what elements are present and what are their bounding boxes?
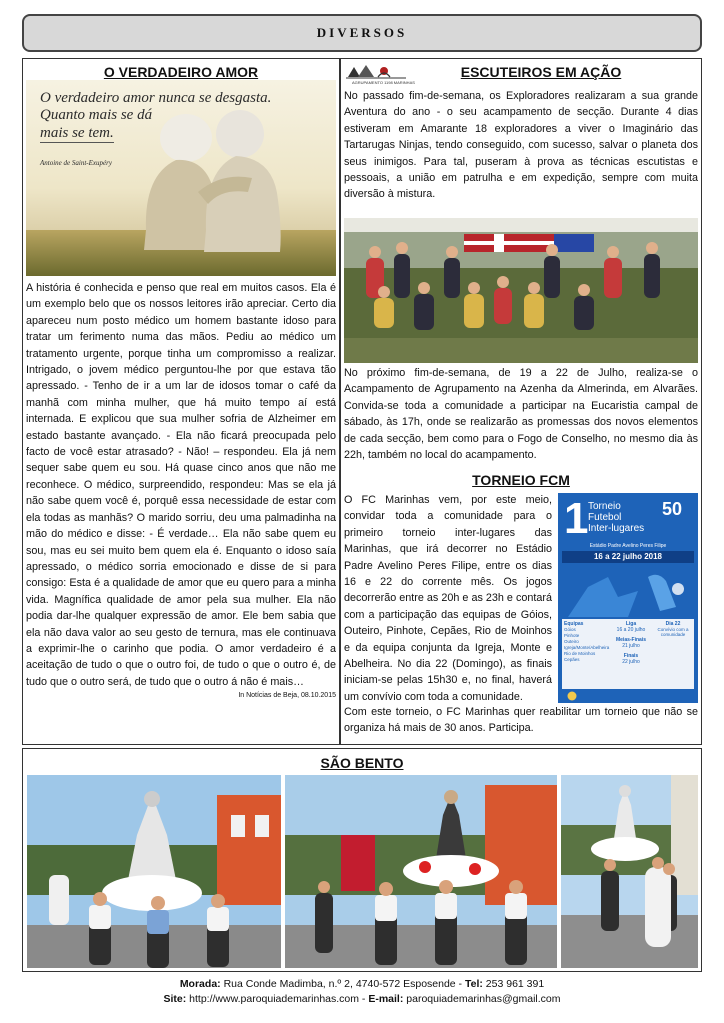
- site-label: Site:: [163, 993, 187, 1005]
- tel-label: Tel:: [464, 978, 483, 990]
- poster-meias-date: 21 julho: [622, 643, 640, 649]
- poster-stadium: Estádio Padre Avelino Peres Filipe: [589, 543, 667, 549]
- email-label: E-mail:: [368, 993, 404, 1005]
- procession-image-3: [561, 775, 698, 968]
- quote-line-1: O verdadeiro amor nunca se desgasta.: [40, 90, 272, 106]
- site-link[interactable]: http://www.paroquiademarinhas.com -: [186, 993, 369, 1005]
- footer-address: [0, 978, 724, 990]
- torneio-text-2: [344, 704, 698, 737]
- scouts-group-photo: [344, 218, 698, 363]
- poster-day22-head: Dia 22: [665, 621, 681, 627]
- poster-title-line-3: Inter-lugares: [588, 523, 645, 534]
- email-link[interactable]: paroquiademarinhas@gmail.com: [403, 993, 561, 1005]
- scouts-group-image: [344, 218, 698, 363]
- poster-teams-list: Góios Pinhote Outeiro Igreja/Monte/Abelheira Rio de Moinhos Cepães: [564, 627, 610, 662]
- poster-day22-column: [654, 621, 692, 637]
- scouts-section: [344, 62, 698, 203]
- sao-bento-title: SÃO BENTO: [320, 755, 404, 771]
- address-label: Morada:: [179, 978, 221, 990]
- love-article-credit: In Notícias de Beja, 08.10.2015: [238, 692, 336, 700]
- procession-image-2: [285, 775, 557, 968]
- torneio-section: [344, 472, 698, 488]
- section-title: DIVERSOS: [316, 25, 408, 40]
- torneio-paragraph-1: O FC Marinhas vem, por este meio, convidar toda a comunidade para o primeiro torneio inter-lugares das Marinhas, que irá decorrer no Estádio Padre Avelino Peres Filipe, entre os dias 16 e 22 do corrente mês. Os jogos decorrerão entre as 20h e as 23h e contará com a participação das equipas de Góios, Outeiro, Pinhote, Cepães, Rio de Moinhos e da equipa conjunta da Igreja, Monte e Abelheira. No dia 22 (Domingo), as finais iniciam-se pelas 15h30 e, no final, haverá um convívio com toda a comunidade.: [344, 494, 552, 703]
- sao-bento-section: [22, 755, 702, 771]
- poster-dates: 16 a 22 julho 2018: [562, 551, 694, 563]
- love-article-text: A história é conhecida e penso que real em muitos casos. Ela é um exemplo belo que os nossos leitores irão apreciar. Certo dia apareceu num posto médico um homem bastante idoso para tratar um ferimento numa das mãos. Pediu ao médico um tratamento urgente, porque tinha um compromisso a realizar. Intrigado, o jovem médico perguntou-lhe por que estava tão apressado. - Tenho de ir a um lar de idosos tomar o café da manhã com minha mulher, que há muito tempo aí está internada. E explicou que sua mulher sofria de Alzheimer em estado bastante avançado. - Ela não ficará preocupada pelo facto de você estar atrasado? - Não! – respondeu. Ela já nem sequer sabe quem eu sou. Há quase cinco anos que não me reconhece. O médico, surpreendido, respondeu: Mas se ela já não sabe quem você é, porquê essa necessidade de estar com ela todas as manhãs? O marido sorriu, deu uma palmadinha na mão do médico e disse: - É verdade… Ela não sabe quem eu sou, mas eu sei muito bem quem ela é. Enquanto o idoso saía apressado, o médico sorria emocionado e disse de si para consigo: Esta é a qualidade de amor que eu quero para a minha vida. Magnífica qualidade de amor pela sua mulher. Ela não podia dar-lhe qualquer expressão de amor. Ele bem sabia que ela não dava valor ao seu gesto de ternura, mas ele continuava a exprimir-lhe o carinho que podia. O amor verdadeiro é a aceitação de tudo o que o outro foi, de tudo o que o outro é, de tudo que o outro será, de tudo que o outro á não é mais…: [26, 282, 336, 688]
- procession-photo-3: [561, 775, 698, 968]
- poster-title: [588, 501, 644, 534]
- section-header: [22, 14, 702, 52]
- procession-image-1: [27, 775, 281, 968]
- column-divider: [339, 58, 341, 745]
- poster-teams-head: Equipas: [564, 621, 584, 627]
- scouts-section-2: [344, 365, 698, 463]
- footer-contacts: [0, 993, 724, 1005]
- left-column: [26, 62, 336, 80]
- procession-photo-2: [285, 775, 557, 968]
- elderly-couple-photo: [26, 80, 336, 276]
- love-article-body: [26, 280, 336, 699]
- torneio-text: [344, 492, 552, 705]
- scouts-paragraph-1: No passado fim-de-semana, os Exploradores realizaram a sua grande Aventura do ano - o seu acampamento de secção. Durante 4 dias estiveram em Amarante 18 exploradores a viver o Imaginário das Tartarugas Ninjas, tendo conseguido, com sucesso, salvar o planeta dos seus inimigos. Para tal, puseram à prova as técnicas escutistas e pessoais, a união em patrulha e em expedição, sempre com muita diversão à mistura.: [344, 90, 698, 201]
- poster-schedule-column: [610, 621, 652, 665]
- quote-overlay: [40, 90, 271, 167]
- poster-liga-dates: 16 a 20 julho: [616, 627, 646, 633]
- love-article-title: O VERDADEIRO AMOR: [103, 64, 259, 80]
- poster-player-silhouette-icon: [558, 567, 698, 617]
- poster-anniversary: 50: [662, 499, 683, 519]
- torneio-poster: [558, 493, 698, 703]
- poster-club-crest-icon: [566, 691, 578, 701]
- scouts-logo-text: AGRUPAMENTO 1198 MARINHAS: [352, 80, 415, 85]
- scouts-title: ESCUTEIROS EM AÇÃO: [460, 64, 622, 80]
- poster-meias-head: Meias-Finais: [615, 637, 646, 643]
- procession-photo-1: [27, 775, 281, 968]
- quote-line-2: Quanto mais se dá: [40, 107, 153, 123]
- poster-day22-text: Convívio com a comunidade: [657, 627, 689, 637]
- quote-author: Antoine de Saint-Exupéry: [40, 159, 112, 167]
- poster-number: 1: [564, 494, 589, 543]
- poster-table: [562, 619, 694, 689]
- poster-title-line-2: Futebol: [588, 512, 622, 523]
- quote-line-3: mais se tem.: [40, 125, 114, 141]
- scouts-paragraph-2: No próximo fim-de-semana, de 19 a 22 de Julho, realiza-se o Acampamento de Agrupamento na Azenha da Almerinda, em Alvarães. Convida-se toda a comunidade a participar na Eucaristia campal de sábado, às 17h, onde se realizarão as promessas dos novos elementos de cada secção, bem como para o Fogo de Conselho, no mesmo dia às 22h, também no local do acampamento.: [344, 367, 698, 462]
- poster-finais-date: 22 julho: [622, 659, 640, 665]
- torneio-paragraph-2: Com este torneio, o FC Marinhas quer reabilitar um torneio que não se organiza há mais de 30 anos. Participa.: [344, 706, 698, 735]
- torneio-title: TORNEIO FCM: [472, 472, 570, 488]
- address-value: Rua Conde Madimba, n.º 2, 4740-572 Esposende -: [220, 978, 465, 990]
- poster-title-line-1: Torneio: [588, 501, 621, 512]
- poster-finais-head: Finais: [623, 653, 639, 659]
- tel-value: 253 961 391: [482, 978, 545, 990]
- poster-liga-head: Liga: [625, 621, 637, 627]
- poster-teams-column: [564, 621, 608, 663]
